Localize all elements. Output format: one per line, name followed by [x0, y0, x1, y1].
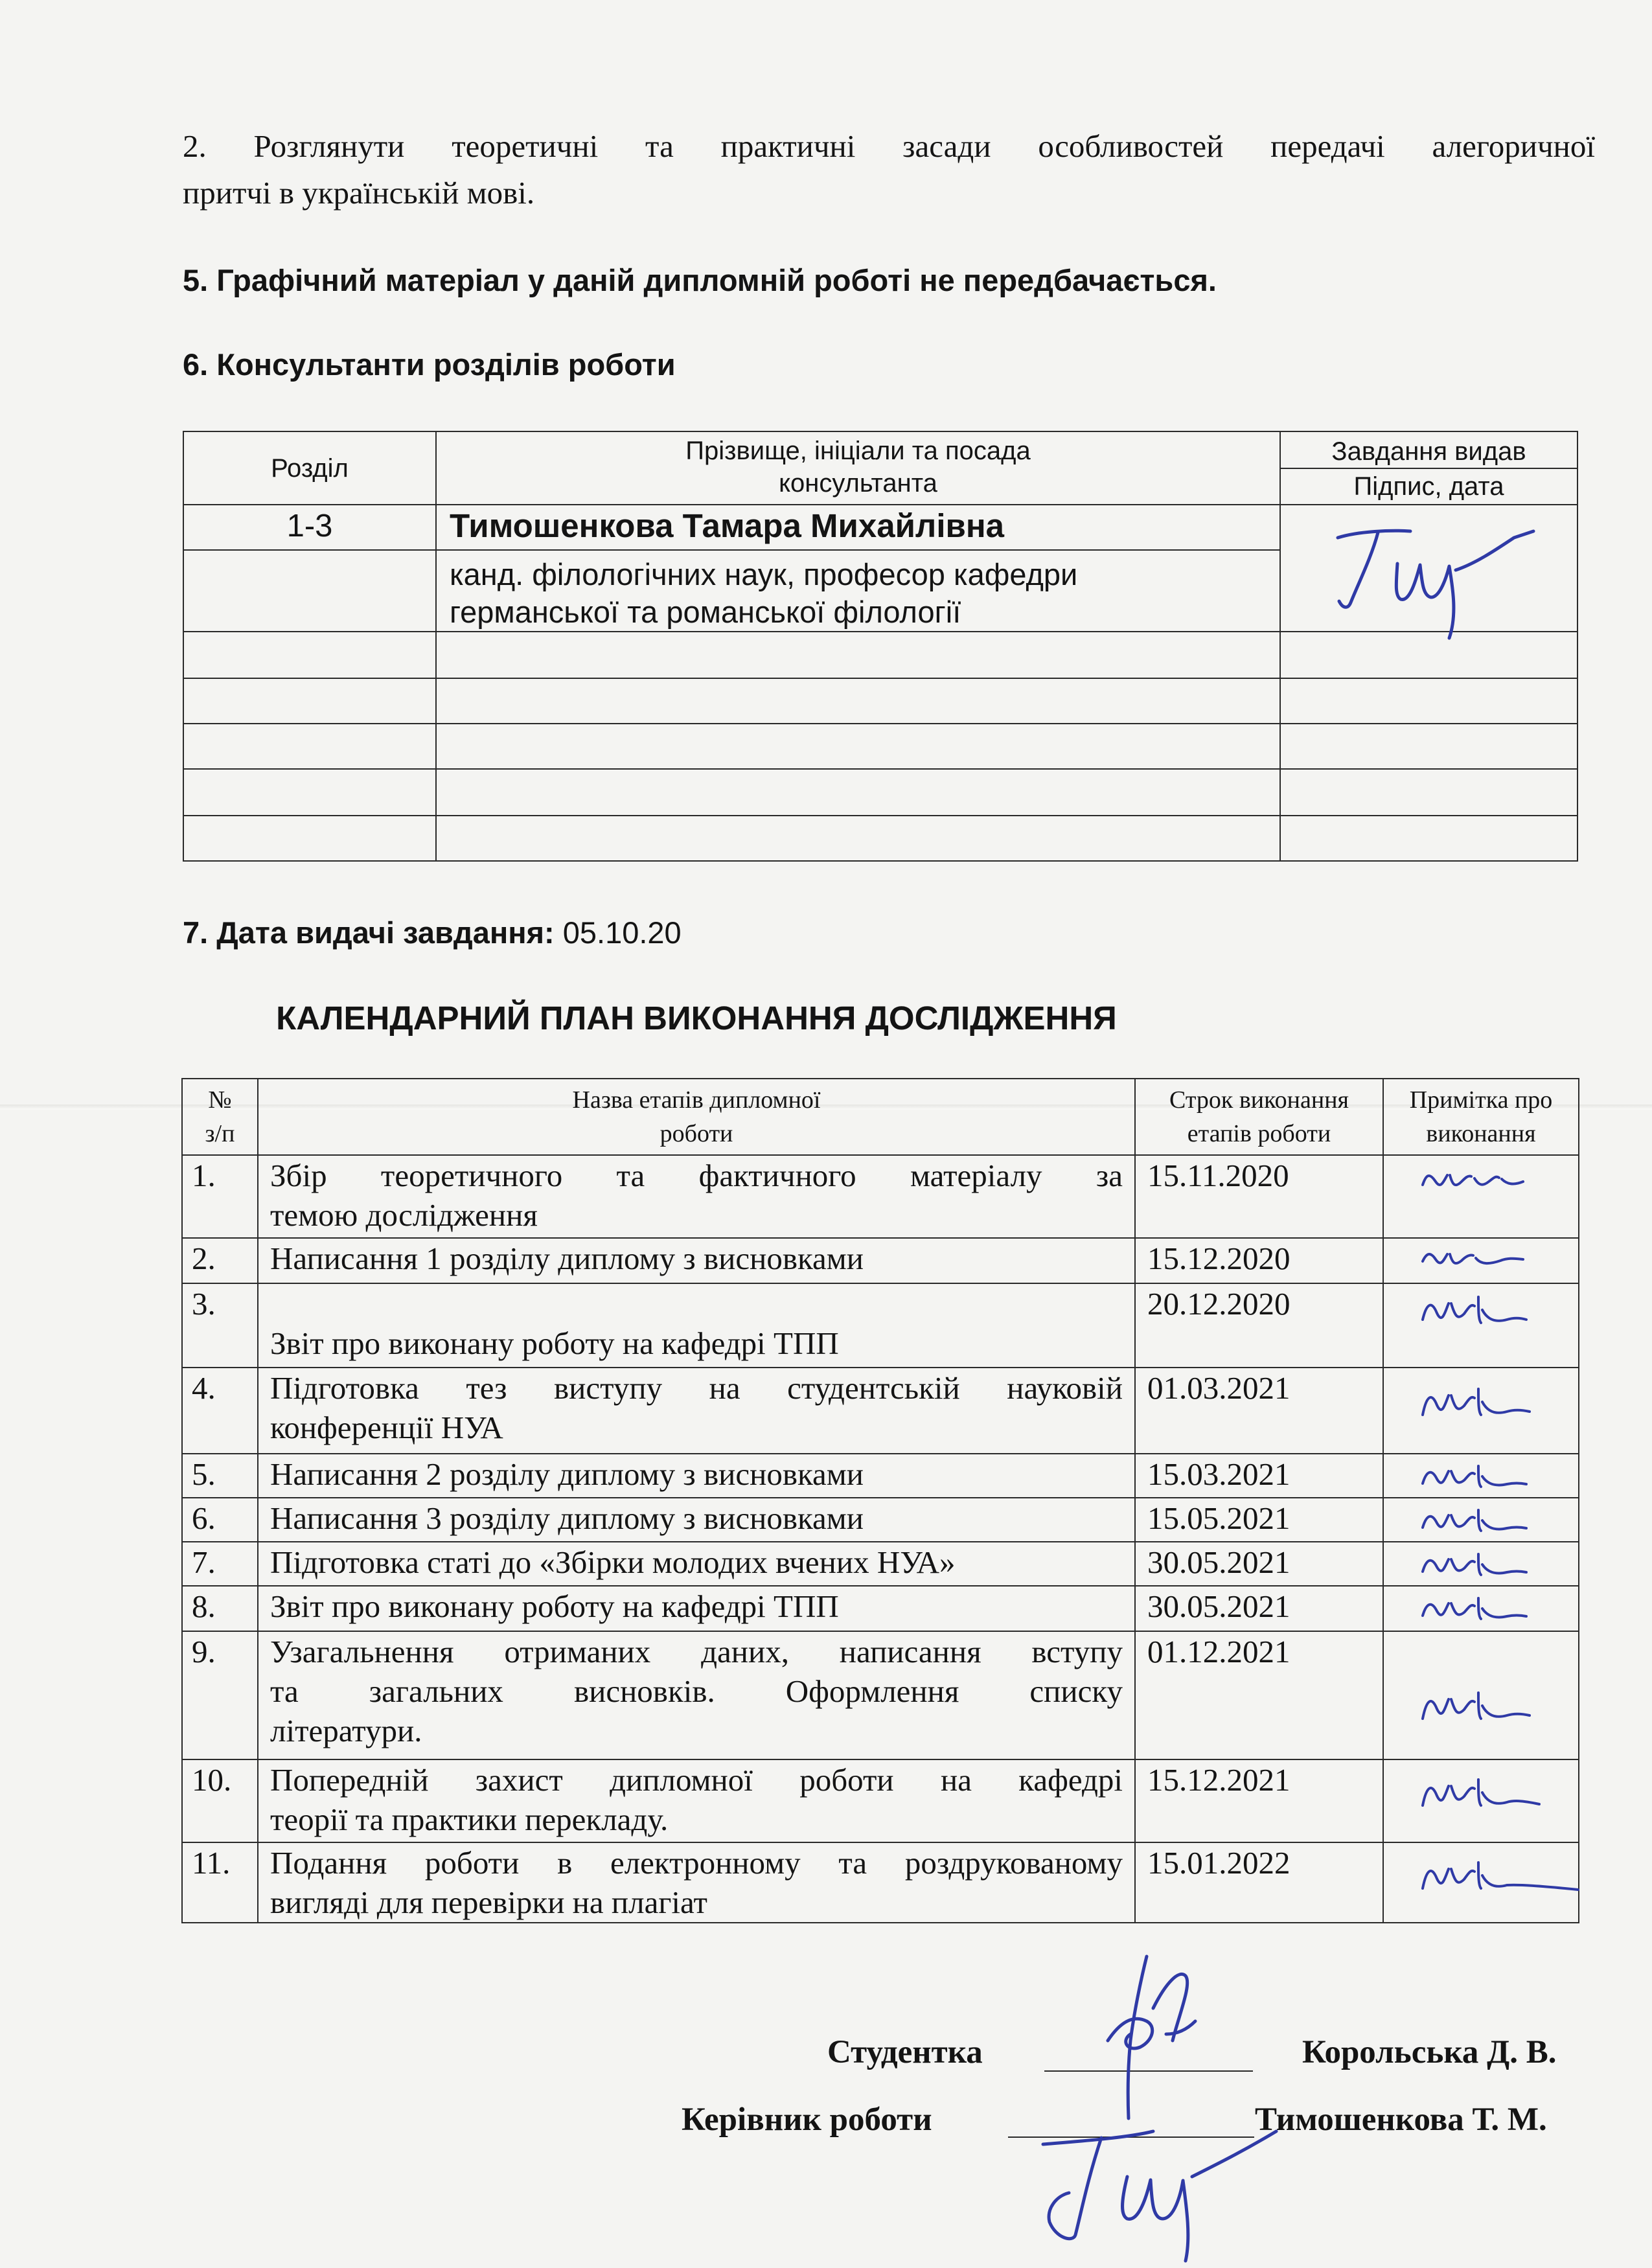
- plan-title: КАЛЕНДАРНИЙ ПЛАН ВИКОНАННЯ ДОСЛІДЖЕННЯ: [276, 1000, 1117, 1037]
- plan-row-note: [1383, 1842, 1579, 1923]
- plan-row: [182, 1586, 1579, 1631]
- completion-mark: [1410, 1369, 1598, 1454]
- supervisor-signature: [1030, 2105, 1302, 2267]
- plan-row-note: [1383, 1586, 1579, 1631]
- plan-row: [182, 1759, 1579, 1842]
- plan-row-note: [1383, 1368, 1579, 1454]
- plan-row-number: 2.: [182, 1238, 258, 1283]
- plan-row-number: 9.: [182, 1631, 258, 1759]
- header-consultant: Прізвище, ініціали та посада консультанта: [436, 431, 1280, 505]
- consultants-empty-row: [183, 724, 1577, 769]
- plan-row-stage: [258, 1842, 1135, 1923]
- consultant-signature: [1320, 512, 1566, 641]
- plan-row-stage: [258, 1498, 1135, 1542]
- plan-row: [182, 1498, 1579, 1542]
- stage-line: літератури.: [270, 1713, 422, 1748]
- header-num: № з/п: [182, 1079, 258, 1155]
- completion-mark: [1410, 1760, 1598, 1843]
- plan-row: [182, 1631, 1579, 1759]
- stage-line: Попередній захист дипломної роботи на кафедрі: [270, 1762, 1123, 1798]
- student-signature: [1069, 1943, 1237, 2125]
- plan-row-stage: [258, 1368, 1135, 1454]
- header-signature-date: Підпис, дата: [1280, 468, 1577, 505]
- plan-row-term: 15.11.2020: [1135, 1155, 1383, 1238]
- stage-line: темою дослідження: [270, 1197, 538, 1233]
- completion-mark: [1410, 1284, 1598, 1368]
- stage-line: Звіт про виконану роботу на кафедрі ТПП: [270, 1325, 839, 1361]
- completion-mark: [1410, 1239, 1598, 1284]
- plan-row-note: [1383, 1238, 1579, 1283]
- student-label: Студентка: [827, 2034, 983, 2070]
- plan-row-number: 4.: [182, 1368, 258, 1454]
- plan-row-term: 15.01.2022: [1135, 1842, 1383, 1923]
- plan-row: [182, 1542, 1579, 1586]
- plan-row-number: 7.: [182, 1542, 258, 1586]
- plan-row-term: 30.05.2021: [1135, 1586, 1383, 1631]
- consultant-name: Тимошенкова Тамара Михайлівна: [436, 505, 1280, 550]
- plan-row-term: 20.12.2020: [1135, 1283, 1383, 1368]
- completion-mark: [1410, 1454, 1598, 1498]
- plan-row-term: 15.03.2021: [1135, 1454, 1383, 1498]
- consultants-empty-row: [183, 816, 1577, 861]
- plan-row-number: 3.: [182, 1283, 258, 1368]
- consultant-signature-cell: [1280, 505, 1577, 632]
- stage-line: теорії та практики перекладу.: [270, 1802, 669, 1837]
- plan-row-note: [1383, 1283, 1579, 1368]
- completion-mark: [1410, 1843, 1598, 1922]
- supervisor-name: Тимошенкова Т. М.: [1255, 2102, 1547, 2138]
- plan-row-stage: [258, 1542, 1135, 1586]
- completion-mark: [1410, 1156, 1598, 1239]
- stage-line: Збір теоретичного та фактичного матеріалу за: [270, 1158, 1123, 1193]
- stage-line: Узагальнення отриманих даних, написання вступу: [270, 1634, 1123, 1669]
- consultants-empty-row: [183, 678, 1577, 724]
- completion-mark: [1410, 1586, 1598, 1632]
- consultant-position: канд. філологічних наук, професор кафедри германської та романської філології: [436, 550, 1280, 632]
- issue-date-label: 7. Дата видачі завдання:: [183, 915, 555, 950]
- plan-row-term: 15.05.2021: [1135, 1498, 1383, 1542]
- plan-row: [182, 1238, 1579, 1283]
- plan-row-term: 01.03.2021: [1135, 1368, 1383, 1454]
- stage-line: Написання 2 розділу диплому з висновками: [270, 1456, 864, 1492]
- plan-row-note: [1383, 1759, 1579, 1842]
- plan-row-stage: [258, 1454, 1135, 1498]
- item2-line1: 2. Розглянути теоретичні та практичні засади особливостей передачі алегоричної: [183, 128, 1595, 164]
- plan-row-note: [1383, 1498, 1579, 1542]
- completion-mark: [1410, 1542, 1598, 1586]
- student-name: Корольська Д. В.: [1302, 2034, 1557, 2070]
- plan-row: [182, 1842, 1579, 1923]
- header-section: Розділ: [183, 431, 436, 505]
- plan-row-number: 6.: [182, 1498, 258, 1542]
- plan-row-number: 5.: [182, 1454, 258, 1498]
- completion-mark: [1410, 1654, 1598, 1738]
- plan-row-number: 11.: [182, 1842, 258, 1923]
- plan-row-stage: [258, 1283, 1135, 1368]
- stage-line: Написання 3 розділу диплому з висновками: [270, 1500, 864, 1536]
- issue-date-value: 05.10.20: [562, 915, 682, 950]
- plan-row: [182, 1155, 1579, 1238]
- plan-row-stage: [258, 1759, 1135, 1842]
- header-stage: Назва етапів дипломної роботи: [258, 1079, 1135, 1155]
- stage-line: Підготовка статі до «Збірки молодих вчених НУА»: [270, 1544, 956, 1580]
- consultants-empty-row: [183, 769, 1577, 816]
- plan-row-term: 15.12.2021: [1135, 1759, 1383, 1842]
- plan-row-note: [1383, 1155, 1579, 1238]
- header-note: Примітка про виконання: [1383, 1079, 1579, 1155]
- plan-row-note: [1383, 1631, 1579, 1759]
- stage-line: та загальних висновків. Оформлення списку: [270, 1673, 1123, 1709]
- plan-row-stage: [258, 1631, 1135, 1759]
- stage-line: Подання роботи в електронному та роздрукованому: [270, 1845, 1123, 1881]
- plan-row: [182, 1283, 1579, 1368]
- item2-line2: притчі в українській мові.: [183, 175, 535, 211]
- consultants-table: [183, 431, 1578, 862]
- plan-row-stage: [258, 1155, 1135, 1238]
- header-term: Строк виконання етапів роботи: [1135, 1079, 1383, 1155]
- plan-row-number: 8.: [182, 1586, 258, 1631]
- consultant-empty-cell: [183, 550, 436, 632]
- stage-line: [270, 1284, 1123, 1323]
- stage-line: Звіт про виконану роботу на кафедрі ТПП: [270, 1588, 839, 1624]
- section7: [183, 910, 682, 956]
- plan-row: [182, 1368, 1579, 1454]
- plan-row-stage: [258, 1238, 1135, 1283]
- stage-line: Написання 1 розділу диплому з висновками: [270, 1241, 864, 1276]
- section6-heading: 6. Консультанти розділів роботи: [183, 347, 676, 382]
- plan-row: [182, 1454, 1579, 1498]
- supervisor-label: Керівник роботи: [682, 2102, 932, 2138]
- plan-table: [181, 1078, 1579, 1923]
- plan-row-number: 1.: [182, 1155, 258, 1238]
- section5-text: 5. Графічний матеріал у даній дипломній роботі не передбачається.: [183, 263, 1217, 297]
- plan-row-number: 10.: [182, 1759, 258, 1842]
- plan-header-row: [182, 1079, 1579, 1155]
- stage-line: конференції НУА: [270, 1410, 503, 1445]
- completion-mark: [1410, 1498, 1598, 1542]
- plan-row-note: [1383, 1454, 1579, 1498]
- stage-line: Підготовка тез виступу на студентській науковій: [270, 1370, 1123, 1406]
- plan-row-term: 15.12.2020: [1135, 1238, 1383, 1283]
- plan-row-note: [1383, 1542, 1579, 1586]
- plan-row-term: 01.12.2021: [1135, 1631, 1383, 1759]
- consultant-section: 1-3: [183, 505, 436, 550]
- plan-row-stage: [258, 1586, 1135, 1631]
- stage-line: вигляді для перевірки на плагіат: [270, 1884, 707, 1920]
- header-task-issued: Завдання видав: [1280, 431, 1577, 468]
- plan-row-term: 30.05.2021: [1135, 1542, 1383, 1586]
